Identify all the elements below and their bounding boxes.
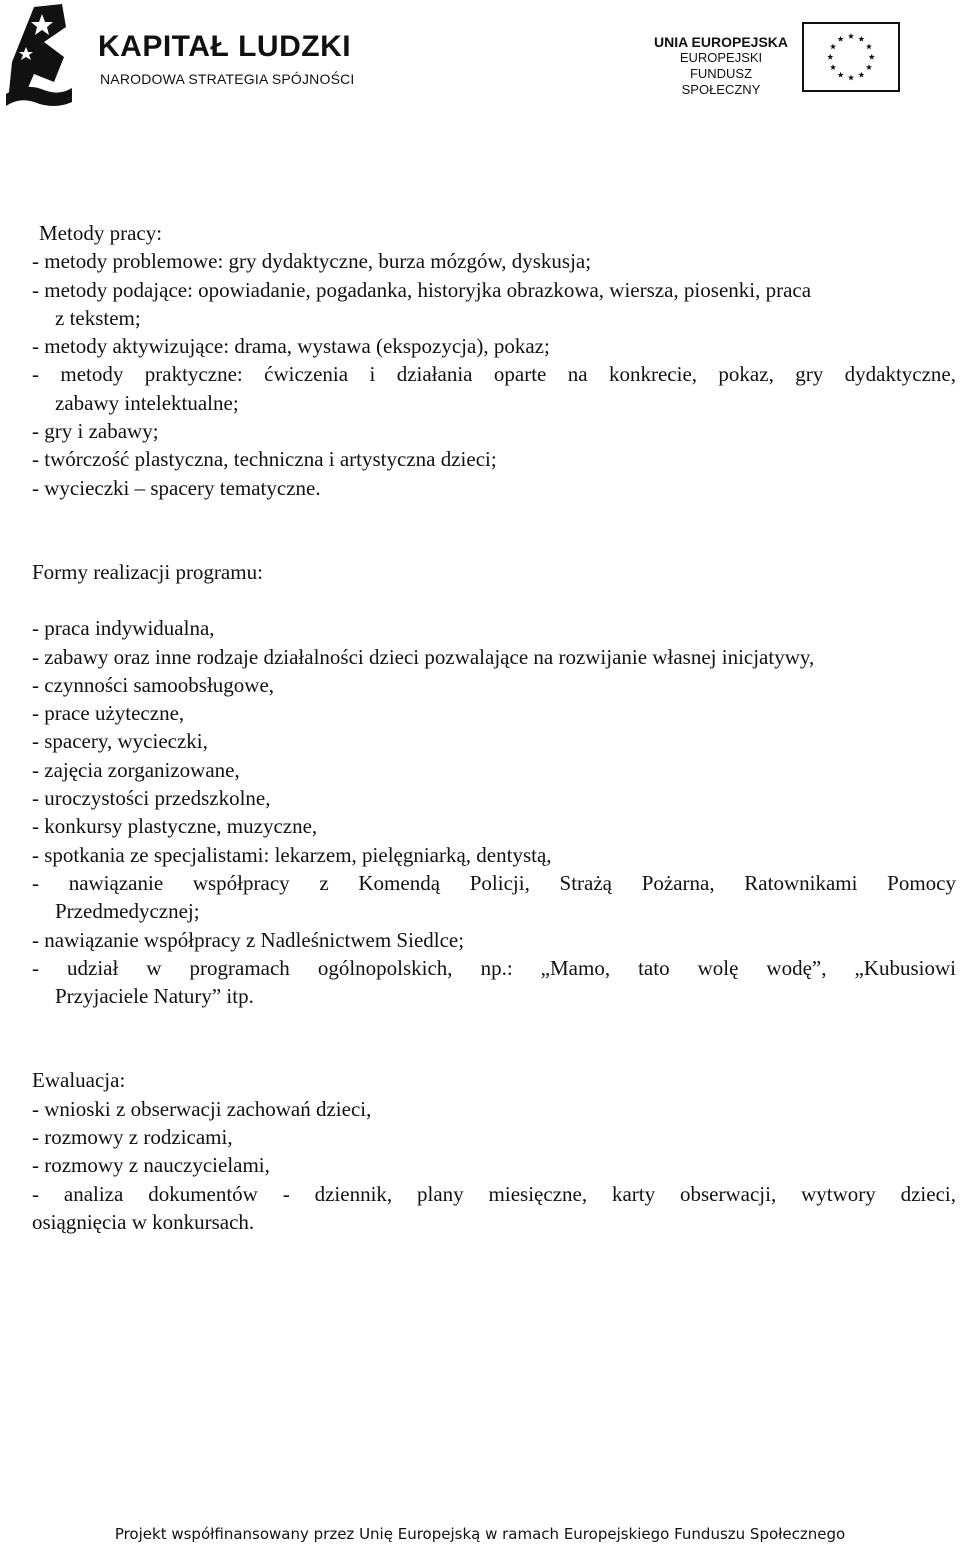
kapital-ludzki-logo-icon — [4, 2, 74, 112]
eu-star-icon — [858, 72, 864, 78]
eu-flag-icon — [802, 22, 900, 92]
eu-logo-line3: FUNDUSZ SPOŁECZNY — [681, 66, 761, 97]
list-item: - metody aktywizujące: drama, wystawa (ekspozycja), pokaz; — [32, 334, 550, 359]
eu-star-icon — [869, 54, 875, 60]
list-item: - gry i zabawy; — [32, 419, 159, 444]
list-item-continuation: zabawy intelektualne; — [55, 390, 239, 415]
eu-star-icon — [830, 64, 836, 70]
eu-star-icon — [848, 33, 854, 39]
document-body — [32, 219, 956, 1236]
list-item: - konkursy plastyczne, muzyczne, — [32, 814, 318, 839]
eu-logo-line2: EUROPEJSKI — [679, 50, 763, 65]
list-item: - zajęcia zorganizowane, — [32, 757, 240, 782]
list-item: - spotkania ze specjalistami: lekarzem, pielęgniarką, dentystą, — [32, 842, 552, 867]
kapital-ludzki-subtitle: NARODOWA STRATEGIA SPÓJNOŚCI — [100, 71, 355, 87]
section-heading: Formy realizacji programu: — [32, 559, 263, 584]
eu-star-icon — [838, 72, 844, 78]
list-item: - wycieczki – spacery tematyczne. — [32, 475, 321, 500]
list-item: - praca indywidualna, — [32, 616, 215, 641]
kapital-ludzki-title: KAPITAŁ LUDZKI — [98, 30, 352, 63]
metody-list — [32, 247, 956, 502]
page-header — [0, 0, 960, 120]
eu-logo-line1: UNIA EUROPEJSKA — [653, 34, 789, 50]
list-item: - metody podające: opowiadanie, pogadanka, historyjka obrazkowa, wiersza, piosenki, praca — [32, 277, 812, 302]
section-heading: Ewaluacja: — [32, 1068, 126, 1093]
formy-list — [32, 614, 956, 1010]
eu-star-icon — [838, 36, 844, 42]
eu-logo-text — [650, 34, 792, 98]
list-item: - wnioski z obserwacji zachowań dzieci, — [32, 1096, 372, 1121]
list-item-continuation: osiągnięcia w konkursach. — [32, 1209, 255, 1234]
list-item: - uroczystości przedszkolne, — [32, 786, 271, 811]
list-item: - analiza dokumentów - dziennik, plany miesięczne, karty obserwacji, wytwory dzieci, — [32, 1181, 956, 1206]
eu-star-icon — [866, 43, 872, 49]
list-item: - twórczość plastyczna, techniczna i artystyczna dzieci; — [32, 447, 497, 472]
list-item: - zabawy oraz inne rodzaje działalności dzieci pozwalające na rozwijanie własnej inicjatywy, — [32, 644, 815, 669]
eu-star-icon — [827, 54, 833, 60]
eu-star-icon — [858, 36, 864, 42]
list-item: - rozmowy z nauczycielami, — [32, 1153, 270, 1178]
list-item-continuation: Przedmedycznej; — [55, 899, 200, 924]
list-item-continuation: z tekstem; — [55, 305, 141, 330]
list-item: - czynności samoobsługowe, — [32, 672, 275, 697]
section-metody-pracy — [39, 219, 956, 247]
list-item: - nawiązanie współpracy z Komendą Policji, Strażą Pożarna, Ratownikami Pomocy — [32, 870, 956, 895]
list-item: - spacery, wycieczki, — [32, 729, 208, 754]
list-item: - udział w programach ogólnopolskich, np.: „Mamo, tato wolę wodę”, „Kubusiowi — [32, 955, 956, 980]
list-item: - rozmowy z rodzicami, — [32, 1125, 233, 1150]
list-item: - metody problemowe: gry dydaktyczne, burza mózgów, dyskusja; — [32, 249, 592, 274]
eu-star-icon — [848, 75, 854, 81]
list-item: - metody praktyczne: ćwiczenia i działania oparte na konkrecie, pokaz, gry dydaktyczne, — [32, 362, 956, 387]
eu-star-icon — [866, 64, 872, 70]
list-item: - prace użyteczne, — [32, 701, 185, 726]
list-item: - nawiązanie współpracy z Nadleśnictwem Siedlce; — [32, 927, 465, 952]
page-footer: Projekt współfinansowany przez Unię Europejską w ramach Europejskiego Funduszu Społecznego — [114, 1525, 846, 1543]
ewaluacja-list — [32, 1095, 956, 1236]
eu-star-icon — [830, 43, 836, 49]
section-heading: Metody pracy: — [39, 221, 163, 245]
list-item-continuation: Przyjaciele Natury” itp. — [55, 984, 254, 1009]
